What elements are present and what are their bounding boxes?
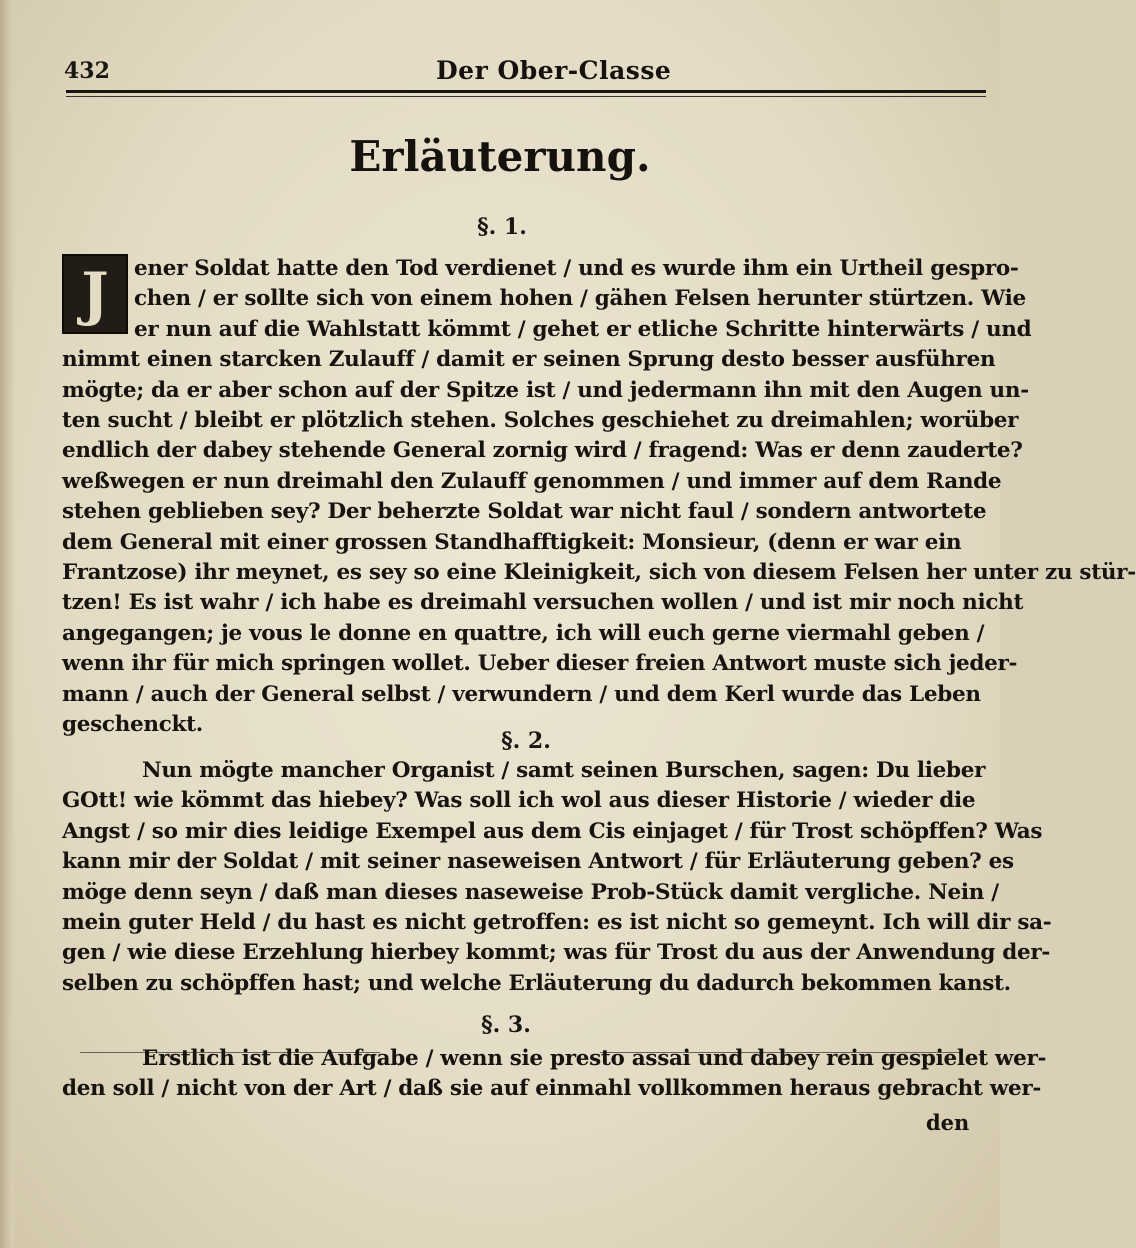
- text-line: endlich der dabey stehende General zornig wird / fragend: Was er denn zauderte?: [62, 438, 1023, 464]
- text-line: ener Soldat hatte den Tod verdienet / und es wurde ihm ein Urtheil gespro-: [134, 256, 1019, 281]
- page-number: 432: [64, 58, 110, 84]
- catchword: den: [926, 1110, 970, 1135]
- text-line: mein guter Held / du hast es nicht getroffen: es ist nicht so gemeynt. Ich will dir sa-: [62, 910, 1052, 936]
- text-line: weßwegen er nun dreimahl den Zulauff genommen / und immer auf dem Rande: [62, 468, 1002, 494]
- section-3-text: [62, 1044, 1047, 1105]
- section-heading-3: §. 3.: [481, 1012, 531, 1038]
- text-line: selben zu schöpffen hast; und welche Erläuterung du dadurch bekommen kanst.: [62, 970, 1011, 996]
- section-heading-1: §. 1.: [477, 214, 527, 240]
- text-line: Angst / so mir dies leidige Exempel aus dem Cis einjaget / für Trost schöpffen? Was: [62, 818, 1043, 844]
- text-line: Nun mögte mancher Organist / samt seinen Burschen, sagen: Du lieber: [142, 758, 986, 783]
- text-line: stehen geblieben sey? Der beherzte Soldat war nicht faul / sondern antwortete: [62, 499, 987, 525]
- text-line: gen / wie diese Erzehlung hierbey kommt; was für Trost du aus der Anwendung der-: [62, 940, 1051, 966]
- running-head: [58, 50, 988, 90]
- text-line: geschenckt.: [62, 712, 203, 738]
- text-line: nimmt einen starcken Zulauff / damit er seinen Sprung desto besser ausführen: [62, 347, 996, 373]
- text-line: tzen! Es ist wahr / ich habe es dreimahl versuchen wollen / und ist mir noch nicht: [62, 590, 1024, 616]
- text-line: chen / er sollte sich von einem hohen / gähen Felsen herunter stürtzen. Wie: [134, 286, 1026, 312]
- text-line: er nun auf die Wahlstatt kömmt / gehet er etliche Schritte hinterwärts / und: [134, 316, 1032, 342]
- text-line: dem General mit einer grossen Standhafftigkeit: Monsieur, (denn er war ein: [62, 529, 962, 555]
- text-line: ten sucht / bleibt er plötzlich stehen. Solches geschiehet zu dreimahlen; worüber: [62, 408, 1019, 434]
- text-line: den soll / nicht von der Art / daß sie auf einmahl vollkommen heraus gebracht wer-: [62, 1076, 1042, 1102]
- text-line: mann / auch der General selbst / verwundern / und dem Kerl wurde das Leben: [62, 681, 981, 707]
- header-rule-thin: [66, 96, 986, 97]
- text-line: Frantzose) ihr meynet, es sey so eine Kleinigkeit, sich von diesem Felsen her unter zu stür-: [62, 560, 1136, 586]
- section-2-text: [62, 756, 1052, 999]
- chapter-title: Erläuterung.: [349, 132, 651, 181]
- page-gutter-shadow: [0, 0, 16, 1248]
- text-line: angegangen; je vous le donne en quattre, ich will euch gerne viermahl geben /: [62, 620, 985, 646]
- text-line: GOtt! wie kömmt das hiebey? Was soll ich wol aus dieser Historie / wieder die: [62, 788, 976, 814]
- running-title: Der Ober-Classe: [436, 56, 672, 85]
- decorated-initial: J: [62, 254, 128, 334]
- text-line: wenn ihr für mich springen wollet. Ueber dieser freien Antwort muste sich jeder-: [62, 651, 1018, 677]
- text-line: möge denn seyn / daß man dieses naseweise Prob-Stück damit vergliche. Nein /: [62, 879, 999, 905]
- text-line: Erstlich ist die Aufgabe / wenn sie presto assai und dabey rein gespielet wer-: [142, 1046, 1047, 1071]
- section-1-text: [62, 254, 1136, 741]
- text-line: kann mir der Soldat / mit seiner naseweisen Antwort / für Erläuterung geben? es: [62, 849, 1014, 875]
- header-rule: [66, 90, 986, 93]
- text-line: mögte; da er aber schon auf der Spitze ist / und jedermann ihn mit den Augen un-: [62, 377, 1029, 403]
- section-heading-2: §. 2.: [501, 728, 551, 754]
